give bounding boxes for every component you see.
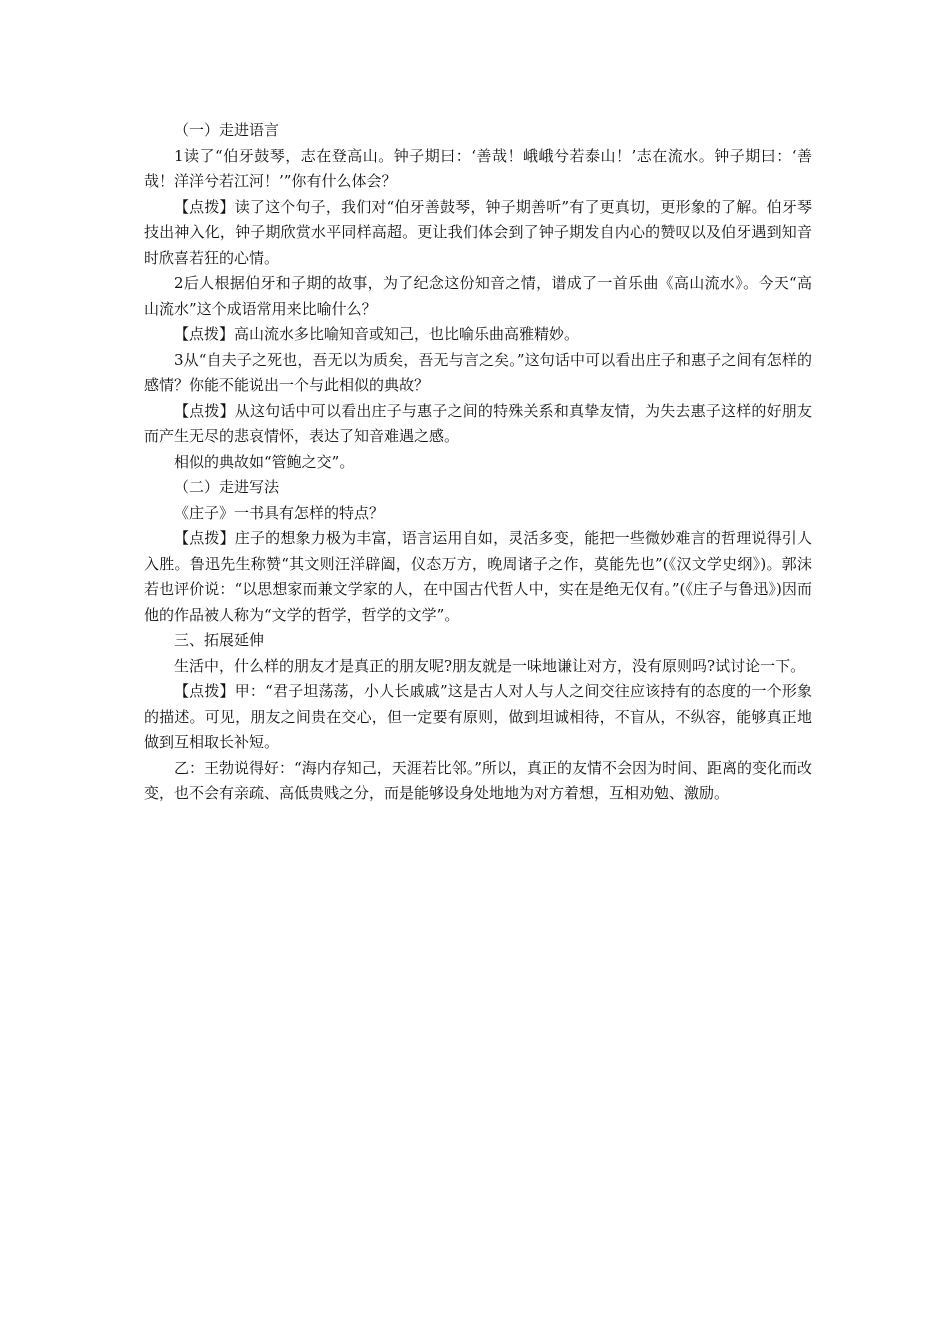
answer-2: 【点拨】高山流水多比喻知音或知己，也比喻乐曲高雅精妙。 [174,325,580,343]
question-zhuangzi: 《庄子》一书具有怎样的特点？ [174,503,385,522]
section-heading-extension: 三、拓展延伸 [174,631,265,649]
question-3: 3从“自夫子之死也，吾无以为质矣，吾无与言之矣。”这句话中可以看出庄子和惠子之间有怎样的感情？你能不能说出一个与此相似的典故？ [144,350,812,394]
question-2: 2后人根据伯牙和子期的故事，为了纪念这份知音之情，谱成了一首乐曲《高山流水》。今天“高山流水”这个成语常用来比喻什么？ [144,274,812,318]
answer-friendship-b: 乙：王勃说得好：“海内存知己，天涯若比邻。”所以，真正的友情不会因为时间、距离的变化而改变，也不会有亲疏、高低贵贱之分，而是能够设身处地地为对方着想，互相劝勉、激励。 [144,758,812,802]
answer-3: 【点拨】从这句话中可以看出庄子与惠子之间的特殊关系和真挚友情，为失去惠子这样的好朋友而产生无尽的悲哀情怀，表达了知音难遇之感。 [144,401,812,445]
answer-1: 【点拨】读了这个句子，我们对“伯牙善鼓琴，钟子期善听”有了更真切，更形象的了解。伯牙琴技出神入化，钟子期欣赏水平同样高超。更让我们体会到了钟子期发自内心的赞叹以及伯牙遇到知音时欣喜若狂的心情。 [144,197,812,267]
document-body [144,118,812,807]
question-friendship: 生活中，什么样的朋友才是真正的朋友呢?朋友就是一味地谦让对方，没有原则吗?试讨论一下。 [174,656,806,675]
answer-zhuangzi: 【点拨】庄子的想象力极为丰富，语言运用自如，灵活多变，能把一些微妙难言的哲理说得引人入胜。鲁迅先生称赞“其文则汪洋辟阖，仪态万方，晚周诸子之作，莫能先也”(《汉文学史纲》)。郭沫若也评价说：“以思想家而兼文学家的人，在中国古代哲人中，实在是绝无仅有。”(《庄子与鲁迅》)因而他的作品被人称为“文学的哲学，哲学的文学”。 [144,529,812,624]
section-heading-writing: （二）走进写法 [174,478,280,496]
answer-friendship-a: 【点拨】甲：“君子坦荡荡，小人长戚戚”这是古人对人与人之间交往应该持有的态度的一个形象的描述。可见，朋友之间贵在交心，但一定要有原则，做到坦诚相待，不盲从，不纵容，能够真正地做到互相取长补短。 [144,682,812,751]
similar-allusion: 相似的典故如“管鲍之交”。 [174,452,355,471]
section-heading-language: （一）走进语言 [174,121,280,139]
question-1: 1读了“伯牙鼓琴，志在登高山。钟子期曰：‘善哉！峨峨兮若泰山！’志在流水。钟子期曰：‘善哉！洋洋兮若江河！’”你有什么体会？ [144,146,812,190]
